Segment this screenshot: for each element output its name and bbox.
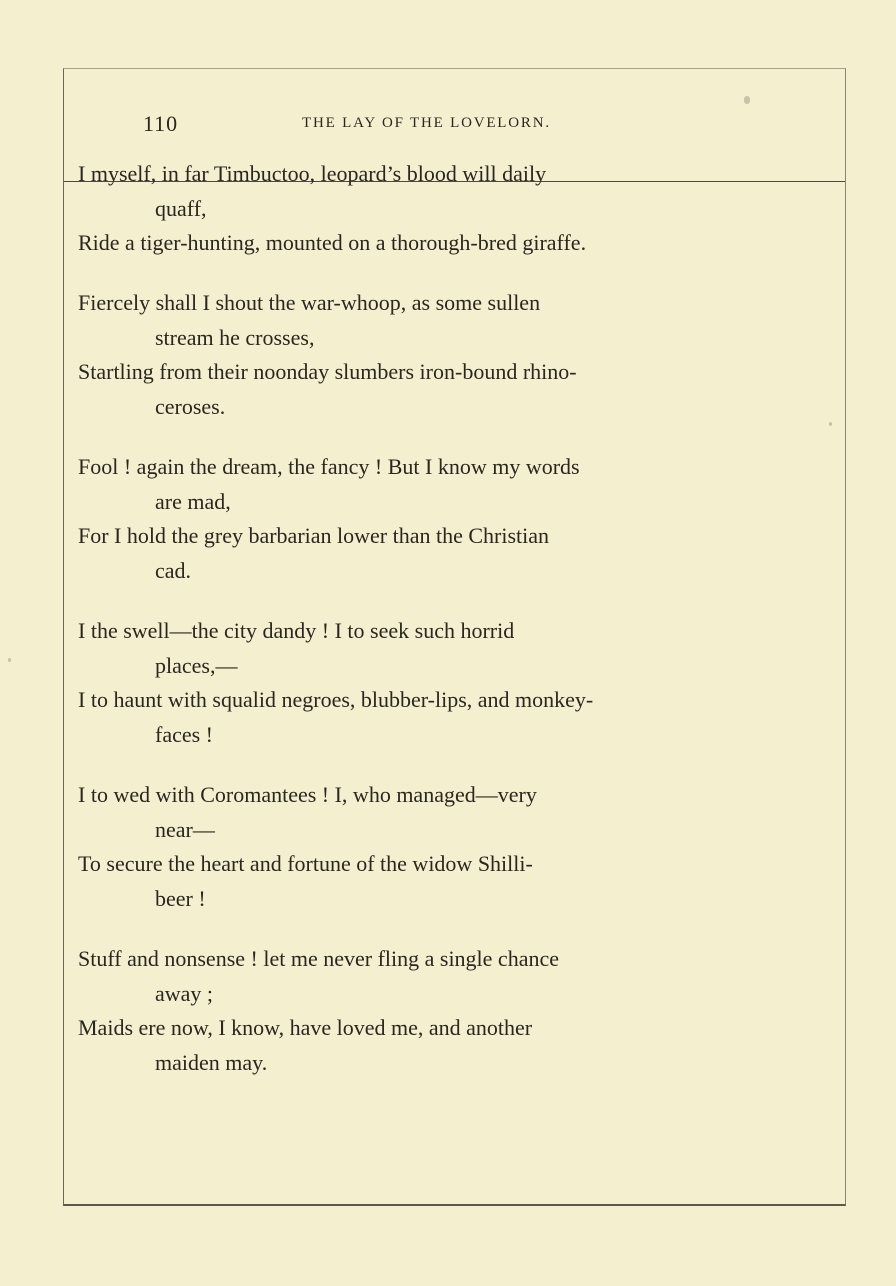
stanza-3 [78,450,705,588]
stanza-5 [78,778,705,916]
paper-speck [744,96,750,104]
verse-line: Startling from their noonday slumbers iron-bound rhino- [78,359,577,384]
verse-line: For I hold the grey barbarian lower than the Christian [78,523,550,548]
verse-line: To secure the heart and fortune of the widow Shilli- [78,851,533,876]
verse-line: Ride a tiger-hunting, mounted on a thorough-bred giraffe. [78,230,587,255]
verse-line: I the swell—the city dandy ! I to seek such horrid [78,618,515,643]
verse-line: I to haunt with squalid negroes, blubber-lips, and monkey- [78,687,594,712]
verse-line: Fiercely shall I shout the war-whoop, as some sullen [78,290,541,315]
verse-line: I myself, in far Timbuctoo, leopard’s blood will daily [78,161,547,186]
stanza-6 [78,942,705,1080]
verse-continuation: maiden may. [155,1050,268,1075]
verse-line: Maids ere now, I know, have loved me, and another [78,1015,533,1040]
verse-continuation: places,— [155,653,238,678]
page-number: 110 [143,111,179,136]
verse-continuation: faces ! [155,722,214,747]
verse-continuation: away ; [155,981,214,1006]
verse-continuation: quaff, [155,196,207,221]
verse-continuation: stream he crosses, [155,325,315,350]
running-title: THE LAY OF THE LOVELORN. [302,115,551,131]
paper-speck [829,422,832,426]
poem-body [78,157,705,1106]
verse-continuation: beer ! [155,886,206,911]
verse-continuation: ceroses. [155,394,226,419]
stanza-4 [78,614,705,752]
stanza-1 [78,157,705,260]
verse-line: I to wed with Coromantees ! I, who managed—very [78,782,537,807]
verse-continuation: near— [155,817,215,842]
verse-continuation: cad. [155,558,192,583]
paper-speck [8,658,11,662]
verse-line: Stuff and nonsense ! let me never fling a single chance [78,946,559,971]
verse-continuation: are mad, [155,489,231,514]
stanza-2 [78,286,705,424]
verse-line: Fool ! again the dream, the fancy ! But I know my words [78,454,580,479]
